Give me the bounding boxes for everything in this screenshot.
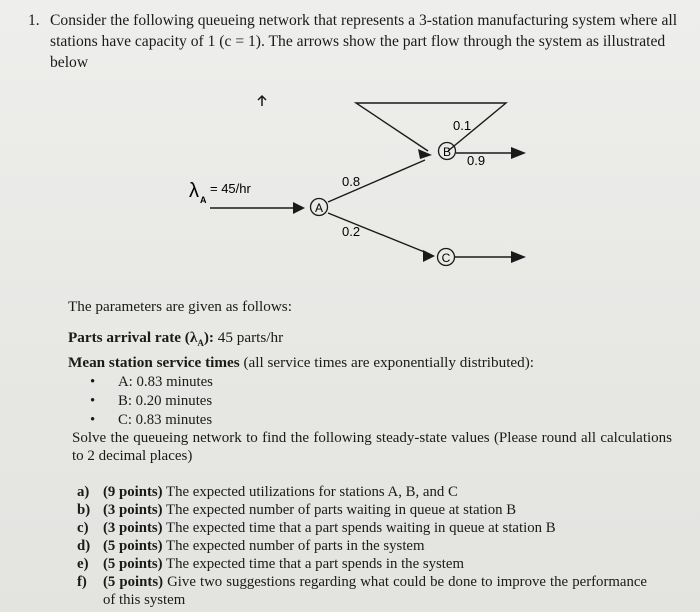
bullet-icon: •: [90, 393, 96, 409]
bullet-icon: •: [90, 374, 96, 390]
task-letter: f): [77, 574, 87, 590]
station-c-label: C: [441, 251, 451, 265]
arrival-rate-line: [68, 328, 534, 353]
task-d: [77, 537, 647, 555]
task-c: [77, 519, 647, 537]
task-letter: e): [77, 556, 89, 572]
task-points: (3 points): [103, 502, 163, 518]
station-b-label: B: [442, 145, 452, 159]
task-points: (5 points): [103, 574, 164, 590]
task-points: (3 points): [103, 520, 163, 536]
prob-b-feedback-label: 0.1: [453, 118, 472, 133]
prob-b-exit-label: 0.9: [467, 153, 486, 168]
station-c-queue-arrowhead-icon: [423, 250, 435, 262]
lambda-symbol: λ: [189, 180, 199, 202]
service-time-b: B: 0.20 minutes: [118, 393, 213, 409]
question-number: 1.: [28, 12, 40, 29]
task-points: (9 points): [103, 484, 163, 500]
service-times-note: (all service times are exponentially distributed):: [243, 354, 535, 372]
task-f: [77, 573, 647, 609]
arrival-rate-subscript: A: [197, 338, 204, 349]
service-time-c: C: 0.83 minutes: [118, 412, 213, 428]
b-exit-arrowhead-icon: [511, 147, 526, 159]
task-letter: d): [77, 538, 91, 554]
task-points: (5 points): [103, 538, 163, 554]
question-text: Consider the following queueing network that represents a 3-station manufacturing system where all stations have capacity of 1 (c = 1). The arrows show the part flow through the system as illustrated below: [50, 12, 678, 71]
task-a: [77, 483, 647, 501]
task-letter: a): [77, 484, 90, 500]
service-times-line: [68, 353, 534, 372]
task-e: [77, 555, 647, 573]
task-b: [77, 501, 647, 519]
arrival-rate-label: Parts arrival rate (λ: [68, 329, 198, 346]
lambda-subscript: A: [200, 195, 207, 205]
parameters-block: [68, 297, 534, 372]
arrival-rate-close: ):: [203, 329, 214, 346]
task-text: The expected number of parts in the system: [166, 538, 425, 554]
c-exit-arrowhead-icon: [511, 251, 526, 263]
task-text: Give two suggestions regarding what could be done to improve the performance of this system: [103, 574, 647, 608]
station-b-queue-arrowhead-icon: [418, 149, 432, 159]
prob-a-to-c-label: 0.2: [342, 224, 361, 239]
task-letter: c): [77, 520, 89, 536]
task-points: (5 points): [103, 556, 163, 572]
task-text: The expected utilizations for stations A, B, and C: [166, 484, 458, 500]
feedback-loop-b: [356, 103, 506, 151]
service-time-a: A: 0.83 minutes: [118, 374, 213, 390]
prob-a-to-b-label: 0.8: [342, 174, 361, 189]
arrival-rate-value: 45 parts/hr: [217, 329, 284, 346]
instructions-text: Solve the queueing network to find the following steady-state values (Please round all calculations to 2 decimal places): [72, 430, 672, 464]
station-a-label: A: [314, 201, 324, 215]
task-letter: b): [77, 502, 91, 518]
service-times-label: Mean station service times: [68, 354, 240, 372]
task-list: [77, 483, 647, 609]
arrival-rate-label: = 45/hr: [210, 181, 251, 196]
task-text: The expected time that a part spends waiting in queue at station B: [166, 520, 556, 536]
arrival-arrowhead-icon: [293, 202, 305, 214]
bullet-icon: •: [90, 412, 96, 428]
cursor-mark-icon: [258, 96, 266, 106]
parameters-intro: The parameters are given as follows:: [68, 298, 292, 315]
task-text: The expected number of parts waiting in queue at station B: [166, 502, 517, 518]
task-text: The expected time that a part spends in the system: [166, 556, 464, 572]
